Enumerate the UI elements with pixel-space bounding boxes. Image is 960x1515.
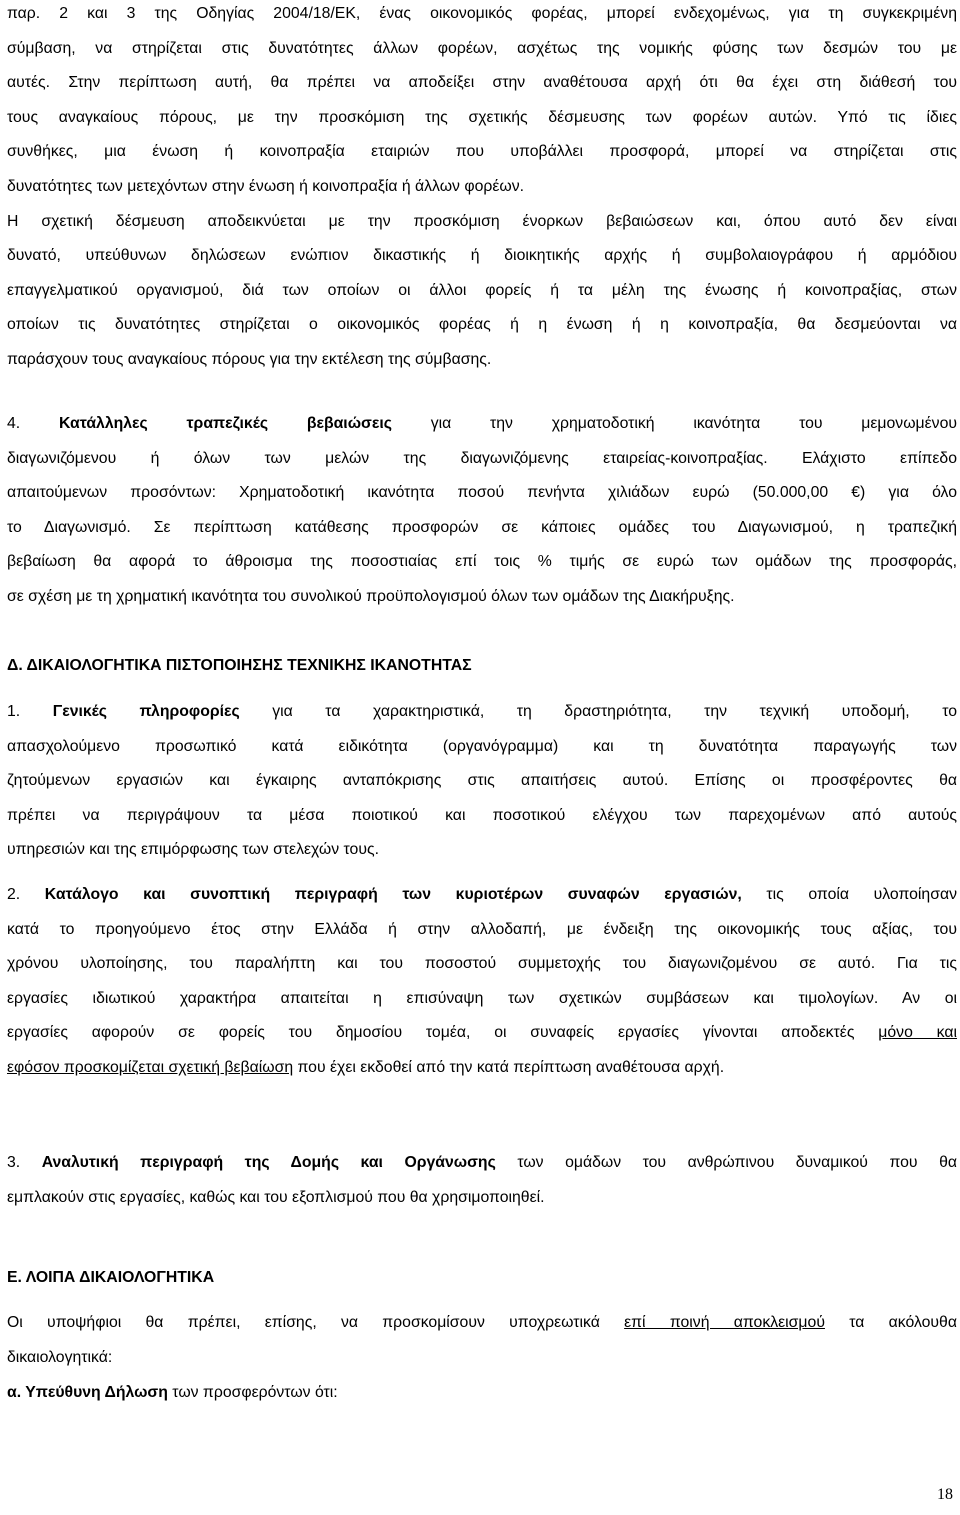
text-line: παράσχουν τους αναγκαίους πόρους για την εκτέλεση της σύμβασης. (7, 350, 492, 368)
text-line: σύμβαση, να στηρίζεται στις δυνατότητες άλλων φορέων, ασχέτως της νομικής φύσης των δεσμών του με (7, 39, 957, 57)
text-line: δικαιολογητικά: (7, 1348, 113, 1366)
item-4-title: Κατάλληλες τραπεζικές βεβαιώσεις (58, 415, 392, 432)
item-a-title: α. Υπεύθυνη Δήλωση (7, 1384, 168, 1401)
text-line: παρ. 2 και 3 της Οδηγίας 2004/18/ΕΚ, ένας οικονομικός φορέας, μπορεί ενδεχομένως, για τη συγκεκριμένη (7, 5, 957, 22)
text-line: συνθήκες, μια ένωση ή κοινοπραξία εταιριών που υποβάλλει προσφορά, μπορεί να στηρίζεται στις (7, 143, 957, 161)
text-line: 4. Κατάλληλες τραπεζικές βεβαιώσεις για την χρηματοδοτική ικανότητα του μεμονωμένου (7, 415, 958, 432)
text-line: βεβαίωση θα αφορά το άθροισμα της ποσοστιαίας επί τοις % τιμής σε ευρώ των ομάδων της προσφοράς, (7, 553, 957, 571)
text-line: επαγγελματικού οργανισμού, διά των οποίων οι άλλοι φορείς ή τα μέλη της ένωσης ή κοινοπραξίας, στων (7, 281, 957, 299)
text-line: ζητούμενων εργασιών και έγκαιρης ανταπόκρισης στις απαιτήσεις αυτού. Επίσης οι προσφέροντες θα (7, 772, 957, 790)
text-line: κατά το προηγούμενο έτος στην Ελλάδα ή στην αλλοδαπή, με ένδειξη της οικονομικής τους αξίας, του (7, 920, 957, 938)
text-line: εφόσον προσκομίζεται σχετική βεβαίωση που έχει εκδοθεί από την κατά περίπτωση αναθέτουσα αρχή. (7, 1058, 725, 1076)
text-line: δυνατότητες των μετεχόντων στην ένωση ή κοινοπραξία ή άλλων φορέων. (7, 177, 525, 195)
page-number: 18 (937, 1486, 953, 1503)
section-e-paragraph (7, 1306, 957, 1375)
text-line: απαιτούμενων προσόντων: Χρηματοδοτική ικανότητα ποσού πενήντα χιλιάδων ευρώ (50.000,00 €) για όλο (7, 484, 957, 502)
intro-paragraph (7, 0, 957, 378)
item-3-paragraph (7, 1146, 957, 1215)
text-line: Η σχετική δέσμευση αποδεικνύεται με την προσκόμιση ένορκων βεβαιώσεων και, όπου αυτό δεν είναι (7, 212, 957, 230)
text-line: εμπλακούν στις εργασίες, καθώς και του εξοπλισμού που θα χρησιμοποιηθεί. (7, 1188, 545, 1206)
section-d-heading: Δ. ΔΙΚΑΙΟΛΟΓΗΤΙΚΑ ΠΙΣΤΟΠΟΙΗΣΗΣ ΤΕΧΝΙΚΗΣ ΙΚΑΝΟΤΗΤΑΣ (7, 657, 472, 674)
text-line: εργασίες ιδιωτικού χαρακτήρα απαιτείται η επισύναψη των σχετικών συμβάσεων και τιμολογίων. Αν οι (7, 989, 957, 1007)
text-line: απασχολούμενο προσωπικό κατά ειδικότητα (οργανόγραμμα) και τη δυνατότητα παραγωγής των (7, 737, 957, 755)
section-e-heading: Ε. ΛΟΙΠΑ ΔΙΚΑΙΟΛΟΓΗΤΙΚΑ (7, 1269, 215, 1286)
text-line: εργασίες αφορούν σε φορείς του δημοσίου τομέα, οι συναφείς εργασίες γίνονται αποδεκτές μόνο και (7, 1024, 958, 1042)
text-line: χρόνου υλοποίησης, του παραλήπτη και του ποσοστού συμμετοχής του διαγωνιζομένου σε αυτό. Για τις (7, 955, 957, 973)
text-line: πρέπει να περιγράψουν τα μέσα ποιοτικού και ποσοτικού ελέγχου των παρεχομένων από αυτούς (7, 806, 957, 824)
item-2-paragraph (7, 878, 957, 1086)
text-line: Οι υποψήφιοι θα πρέπει, επίσης, να προσκομίσουν υποχρεωτικά επί ποινή αποκλεισμού τα ακόλουθα (7, 1314, 957, 1331)
text-line: δυνατό, υπεύθυνων δηλώσεων ενώπιον δικαστικής ή διοικητικής αρχής ή συμβολαιογράφου ή αρμόδιου (7, 247, 957, 265)
text-line: αυτές. Στην περίπτωση αυτή, θα πρέπει να αποδείξει στην αναθέτουσα αρχή ότι θα έχει στη διάθεσή του (7, 74, 957, 92)
item-4-paragraph (7, 407, 957, 615)
text-line: οποίων τις δυνατότητες στηρίζεται ο οικονομικός φορέας ή η ένωση ή η κοινοπραξία, θα δεσμεύονται να (7, 316, 957, 334)
text-line: τους αναγκαίους πόρους, με την προσκόμιση της σχετικής δέσμευσης των φορέων αυτών. Υπό τις ίδιες (7, 108, 957, 126)
text-line: 2. Κατάλογο και συνοπτική περιγραφή των κυριοτέρων συναφών εργασιών, τις οποία υλοποίησαν (7, 886, 957, 903)
text-line: 3. Αναλυτική περιγραφή της Δομής και Οργάνωσης των ομάδων του ανθρώπινου δυναμικού που θα (7, 1154, 957, 1171)
item-a-line: α. Υπεύθυνη Δήλωση των προσφερόντων ότι: (7, 1384, 338, 1401)
text-line: διαγωνιζόμενου ή όλων των μελών της διαγωνιζόμενης εταιρείας-κοινοπραξίας. Ελάχιστο επίπεδο (7, 449, 957, 467)
text-line: υπηρεσιών και της επιμόρφωσης των στελεχών τους. (7, 841, 379, 859)
item-1-title: Γενικές πληροφορίες (52, 703, 240, 720)
item-2-title: Κατάλογο και συνοπτική περιγραφή των κυριοτέρων συναφών εργασιών, (44, 886, 742, 903)
item-1-paragraph (7, 695, 957, 868)
item-3-title: Αναλυτική περιγραφή της Δομής και Οργάνωσης (41, 1154, 496, 1171)
text-line: 1. Γενικές πληροφορίες για τα χαρακτηριστικά, τη δραστηριότητα, την τεχνική υποδομή, το (7, 703, 957, 720)
text-line: σε σχέση με τη χρηματική ικανότητα του συνολικού προϋπολογισμού όλων των ομάδων της Διακήρυξης. (7, 587, 735, 605)
text-line: το Διαγωνισμό. Σε περίπτωση κατάθεσης προσφορών σε κάποιες ομάδες του Διαγωνισμού, η τραπεζική (7, 518, 957, 536)
